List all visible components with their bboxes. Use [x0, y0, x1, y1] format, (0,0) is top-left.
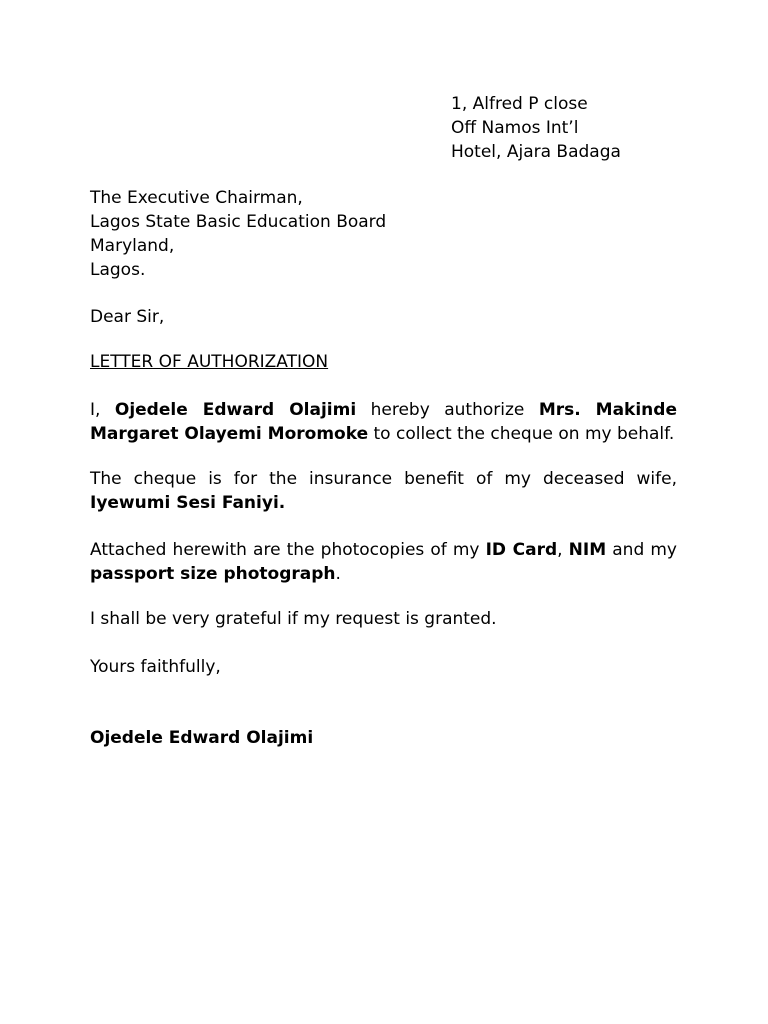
sender-address-line: Hotel, Ajara Badaga	[451, 142, 621, 162]
deceased-wife-name: Iyewumi Sesi Faniyi.	[90, 493, 286, 513]
recipient-address-line: Lagos.	[90, 260, 146, 280]
recipient-address-line: Lagos State Basic Education Board	[90, 212, 387, 232]
sender-address	[451, 92, 751, 164]
text-run: ,	[557, 540, 569, 560]
attachment-id-card: ID Card	[485, 540, 558, 560]
attachment-photograph: passport size photograph	[90, 564, 336, 584]
attachments-paragraph	[90, 538, 677, 586]
authorized-person-name: Mrs. Makinde Margaret Olayemi Moromoke	[90, 400, 677, 444]
text-run: I,	[90, 400, 115, 420]
text-run: to collect the cheque on my behalf.	[368, 424, 675, 444]
letter-subject: LETTER OF AUTHORIZATION	[90, 352, 329, 372]
recipient-address-line: Maryland,	[90, 236, 175, 256]
attachment-nim: NIM	[568, 540, 607, 560]
authorization-paragraph	[90, 398, 677, 446]
closing: Yours faithfully,	[90, 657, 221, 677]
recipient-address	[90, 186, 690, 282]
sender-address-line: Off Namos Int’l	[451, 118, 579, 138]
recipient-address-line: The Executive Chairman,	[90, 188, 303, 208]
sender-address-line: 1, Alfred P close	[451, 94, 588, 114]
salutation: Dear Sir,	[90, 307, 165, 327]
authorizer-name: Ojedele Edward Olajimi	[114, 400, 357, 420]
text-run: .	[335, 564, 341, 584]
text-run: and my	[606, 540, 677, 560]
text-run: The cheque is for the insurance benefit of my deceased wife,	[90, 469, 677, 489]
text-run: hereby authorize	[356, 400, 539, 420]
text-run: Attached herewith are the photocopies of my	[90, 540, 486, 560]
cheque-purpose-paragraph	[90, 467, 677, 515]
gratitude-paragraph: I shall be very grateful if my request is granted.	[90, 609, 497, 629]
signature-name: Ojedele Edward Olajimi	[90, 728, 314, 748]
